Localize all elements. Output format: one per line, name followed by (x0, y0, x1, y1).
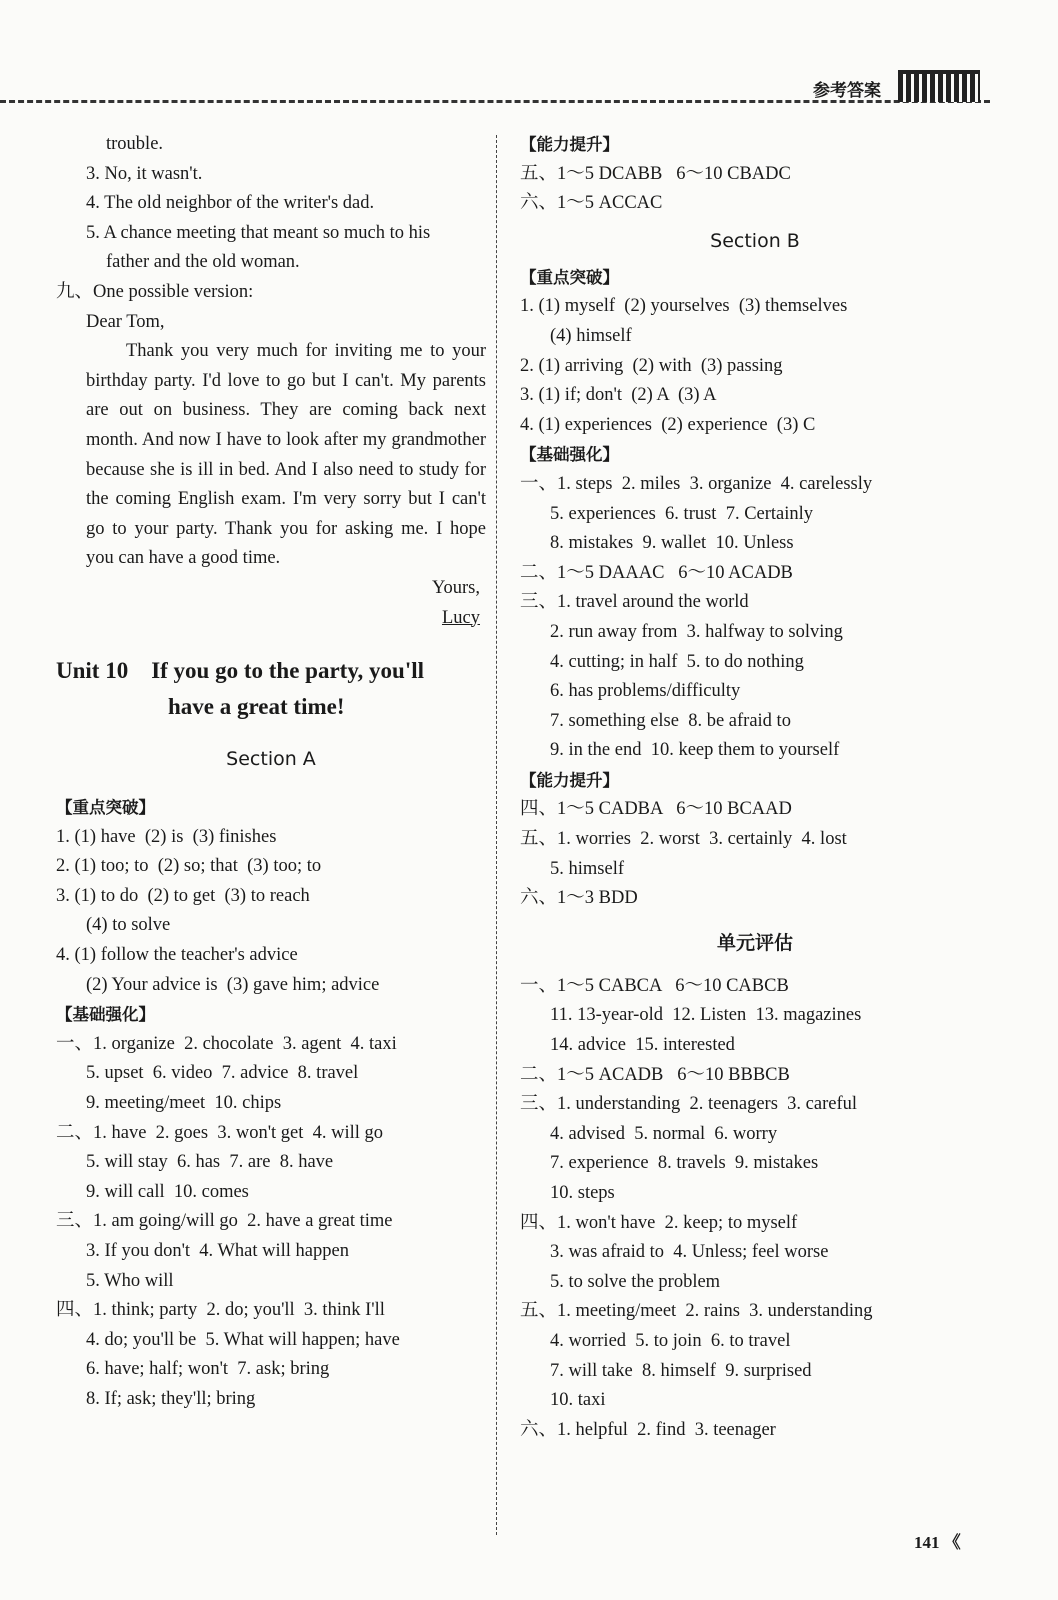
answer-line: 二、1～5 DAAAC 6～10 ACADB (520, 562, 793, 583)
letter-signature: Lucy (441, 607, 480, 628)
answer-line: 四、1. think; party 2. do; you'll 3. think I'll (56, 1300, 385, 1321)
answer-line: 二、1～5 ACADB 6～10 BBBCB (520, 1064, 790, 1085)
answer-line: 8. If; ask; they'll; bring (86, 1388, 256, 1409)
answer-line: 五、1～5 DCABB 6～10 CBADC (520, 163, 791, 184)
column-divider (496, 135, 497, 1535)
answer-line: 4. The old neighbor of the writer's dad. (86, 193, 375, 214)
answer-line: (4) himself (550, 325, 632, 346)
answer-line: 5. himself (550, 858, 624, 879)
tag-ability: 【能力提升】 (520, 770, 619, 790)
tag-key-points: 【重点突破】 (56, 798, 155, 818)
answer-line: 2. (1) arriving (2) with (3) passing (520, 355, 783, 376)
answer-line: 9. in the end 10. keep them to yourself (550, 740, 840, 761)
tag-key-points: 【重点突破】 (520, 267, 619, 287)
answer-line: 10. steps (550, 1183, 615, 1203)
answer-line: father and the old woman. (106, 252, 300, 273)
answer-line: 1. (1) myself (2) yourselves (3) themselves (520, 296, 848, 317)
answer-line: 三、1. am going/will go 2. have a great time (56, 1211, 393, 1232)
answer-line: 5. experiences 6. trust 7. Certainly (550, 503, 814, 524)
answer-line: 3. was afraid to 4. Unless; feel worse (550, 1242, 829, 1263)
answer-line: 五、1. meeting/meet 2. rains 3. understanding (520, 1301, 873, 1322)
answer-line: 四、1～5 CADBA 6～10 BCAAD (520, 799, 792, 820)
answer-line: 四、1. won't have 2. keep; to myself (520, 1212, 798, 1233)
unit-title-line-1: Unit 10 If you go to the party, you'll (56, 658, 425, 684)
answer-line: 4. worried 5. to join 6. to travel (550, 1330, 791, 1351)
answer-line: 5. Who will (86, 1270, 174, 1291)
answer-line: 4. advised 5. normal 6. worry (550, 1123, 778, 1144)
section-a-heading: Section A (226, 748, 316, 771)
answer-line: 一、1. organize 2. chocolate 3. agent 4. taxi (56, 1033, 397, 1054)
answer-line: 3. (1) to do (2) to get (3) to reach (56, 885, 310, 906)
answer-line: 六、1～5 ACCAC (520, 193, 663, 214)
answer-line: (4) to solve (86, 915, 171, 936)
left-column (56, 130, 486, 1415)
letter-body: Thank you very much for inviting me to your birthday party. I'd love to go but I can't. My parents are out on business. They are coming back next month. And now I have to look after my grandmother because she is ill in bed. And I also need to study for the coming English exam. I'm very sorry but I can't go to your party. Thank you for asking me. I hope you can have a good time. (86, 341, 486, 569)
answer-line: 4. (1) follow the teacher's advice (56, 945, 298, 966)
answer-line: 6. have; half; won't 7. ask; bring (86, 1359, 330, 1380)
answer-line: 5. to solve the problem (550, 1271, 721, 1292)
answer-line: 14. advice 15. interested (550, 1035, 735, 1056)
section-b-heading: Section B (710, 229, 800, 252)
answer-line: 10. taxi (550, 1390, 606, 1411)
answer-line: (2) Your advice is (3) gave him; advice (86, 974, 380, 995)
answer-line: 7. experience 8. travels 9. mistakes (550, 1153, 819, 1174)
answer-line: 11. 13-year-old 12. Listen 13. magazines (550, 1005, 862, 1026)
answer-line: 5. A chance meeting that meant so much to his (86, 222, 431, 243)
answer-line: 4. do; you'll be 5. What will happen; have (86, 1329, 400, 1350)
answer-line: 5. upset 6. video 7. advice 8. travel (86, 1063, 359, 1084)
answer-line: 6. has problems/difficulty (550, 681, 741, 702)
unit-evaluation-heading: 单元评估 (716, 931, 793, 954)
answer-line: 7. something else 8. be afraid to (550, 710, 791, 731)
answer-line: 7. will take 8. himself 9. surprised (550, 1360, 812, 1381)
answer-line: 3. No, it wasn't. (86, 163, 203, 184)
answer-line: 九、One possible version: (56, 281, 254, 302)
header-title: 参考答案 (813, 81, 881, 101)
answer-line: 4. cutting; in half 5. to do nothing (550, 651, 804, 672)
answer-line: 二、1. have 2. goes 3. won't get 4. will go (56, 1122, 384, 1143)
answer-line: 三、1. understanding 2. teenagers 3. careful (520, 1094, 858, 1115)
answer-line: 8. mistakes 9. wallet 10. Unless (550, 533, 794, 554)
tag-basic: 【基础强化】 (56, 1005, 155, 1025)
answer-line: trouble. (106, 134, 164, 154)
answer-line: 5. will stay 6. has 7. are 8. have (86, 1152, 334, 1173)
answer-line: 三、1. travel around the world (520, 592, 749, 613)
answer-line: 六、1～3 BDD (520, 888, 638, 909)
answer-line: 六、1. helpful 2. find 3. teenager (520, 1419, 776, 1440)
answer-line: 3. If you don't 4. What will happen (86, 1241, 349, 1261)
page-number: 141 《 (914, 1533, 961, 1552)
letter-closing: Yours, (432, 577, 480, 598)
answer-line: 3. (1) if; don't (2) A (3) A (520, 385, 717, 406)
unit-title-line-2: have a great time! (168, 694, 345, 720)
right-column (520, 130, 990, 1445)
tag-ability: 【能力提升】 (520, 135, 619, 154)
answer-line: 五、1. worries 2. worst 3. certainly 4. lost (520, 829, 847, 850)
unit-title (56, 653, 486, 725)
answer-line: 4. (1) experiences (2) experience (3) C (520, 414, 816, 435)
answer-line: 一、1～5 CABCA 6～10 CABCB (520, 975, 789, 996)
letter-greeting: Dear Tom, (86, 311, 165, 332)
answer-line: 9. meeting/meet 10. chips (86, 1093, 282, 1114)
answer-line: 2. run away from 3. halfway to solving (550, 621, 843, 642)
header-logo (898, 70, 980, 102)
tag-basic: 【基础强化】 (520, 445, 619, 465)
answer-line: 2. (1) too; to (2) so; that (3) too; to (56, 856, 322, 877)
answer-line: 9. will call 10. comes (86, 1181, 249, 1202)
answer-line: 1. (1) have (2) is (3) finishes (56, 826, 277, 847)
answer-line: 一、1. steps 2. miles 3. organize 4. carelessly (520, 473, 873, 494)
